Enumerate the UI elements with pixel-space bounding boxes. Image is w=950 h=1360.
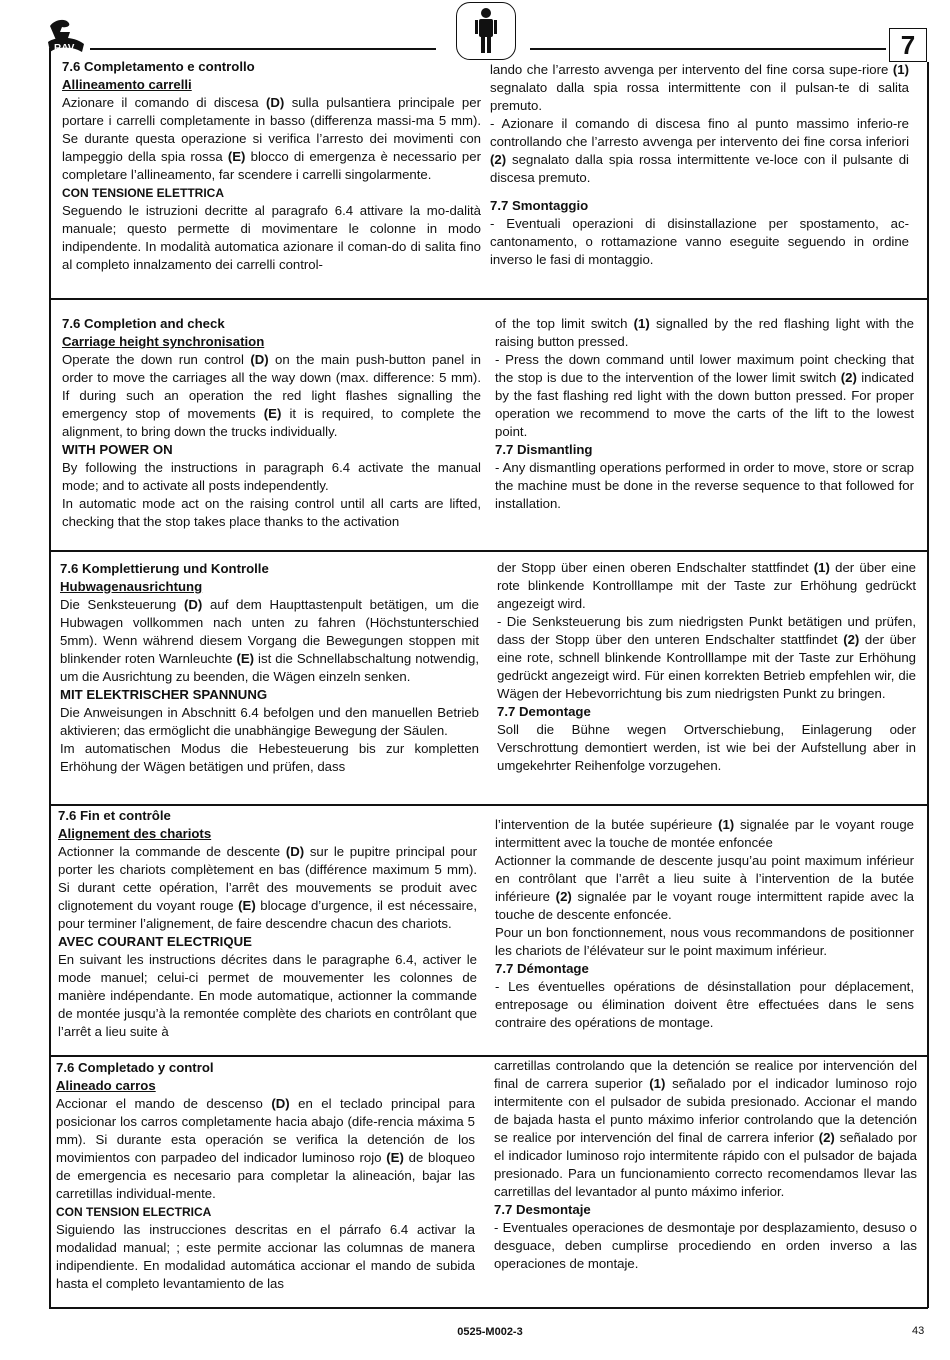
paragraph: - Eventuales operaciones de desmontaje por desplazamiento, desuso o desguace, deben cumplirse procediendo en orden inverso a las operaciones de montaje. [494, 1220, 917, 1271]
omcn-logo-icon [44, 18, 88, 58]
paragraph: - Eventuali operazioni di disinstallazione per spostamento, ac-cantonamento, o rottamazione vanno eseguite seguendo in ordine inverso le fasi di montaggio. [490, 216, 909, 267]
frame-left [49, 48, 51, 1308]
section-title: 7.6 Komplettierung und Kontrolle [60, 561, 269, 576]
paragraph: Im automatischen Modus die Hebesteuerung bis zur kompletten Erhöhung der Wägen betätigen und prüfen, dass [60, 741, 479, 774]
section-fr-left [58, 807, 477, 1041]
header-rule-right [530, 48, 886, 50]
section-de-right [497, 559, 916, 775]
separator-en-de [49, 550, 928, 552]
chapter-number: 7 [889, 28, 927, 62]
paragraph: Seguendo le istruzioni decritte al paragrafo 6.4 attivare la mo-dalità manuale; questo permette di movimentare le colonne in modo indipendente. In modalità automatica azionare il coman-do di salita fino al completo innalzamento dei carrelli control- [62, 203, 481, 272]
section-en-right [495, 315, 914, 513]
dismantle-title: 7.7 Démontage [495, 961, 589, 976]
section-subtitle: Allineamento carrelli [62, 77, 192, 92]
paragraph: - Die Senksteuerung bis zum niedrigsten Punkt betätigen und prüfen, dass der Stopp über den unteren Endschalter stattfindet (2) der über eine rote, schnell blinkende Kontrolllampe mit der Taste zur Erhöhung gedrückt angezeigt wird. Für einen korrekten Betrieb empfehlen wir, die Wägen der Hebevorrichtung bis zum niedrigsten Punkt zu bringen. [497, 614, 916, 701]
dismantle-title: 7.7 Desmontaje [494, 1202, 591, 1217]
paragraph: Operate the down run control (D) on the main push-button panel in order to move the carriages all the way down (max. difference: 5 mm). If during such an operation the red light flashes signalling the emergency stop of movements (E) it is required, to complete the alignment, to bring down the trucks individually. [62, 352, 481, 439]
paragraph: lando che l’arresto avvenga per intervento del fine corsa supe-riore (1) segnalato dalla spia rossa intermittente con il pulsan-te di salita premuto. [490, 62, 909, 113]
paragraph: Azionare il comando di discesa (D) sulla pulsantiera principale per portare i carrelli completamente in basso (differenza massi-ma 5 mm). Se durante questa operazione si verifica l’arresto dei movimenti con lampeggio della spia rossa (E) blocco di emergenza è necessario per completare l’allineamento, far scendere i carrelli singolarmente. [62, 95, 481, 182]
dismantle-title: 7.7 Demontage [497, 704, 591, 719]
page-number: 43 [912, 1325, 925, 1337]
section-de-left [60, 560, 479, 776]
dismantle-title: 7.7 Dismantling [495, 442, 593, 457]
dismantle-title: 7.7 Smontaggio [490, 198, 589, 213]
paragraph: der Stopp über einen oberen Endschalter stattfindet (1) der über eine rote blinkende Kontrolllampe mit der Taste zur Erhöhung gedrückt angezeigt wird. [497, 560, 916, 611]
paragraph: - Any dismantling operations performed in order to move, store or scrap the machine must be done in the reverse sequence to that followed for installation. [495, 460, 914, 511]
paragraph: carretillas controlando que la detención se realice por intervención del final de carrera superior (1) señalado por el indicador luminoso rojo intermitente con el pulsador de subida presionado. Accionar el mando de bajada hasta el punto máximo inferior controlando que la detención se realice por intervención del final de carrera inferior (2) señalado por el indicador luminoso rojo intermitente rápido con el pulsador de bajada presionado. Para un funcionamiento correcto recomendamos llevar las carretillas del levantador al punto máximo inferior. [494, 1058, 917, 1199]
separator-it-en [49, 298, 928, 300]
paragraph: En suivant les instructions décrites dans le paragraphe 6.4, activer le mode manuel; celui-ci permet de mouvementer les colonnes de manière indépendante. En mode automatique, actionner la commande de montée jusqu’à la remontée complète des chariots en contrôlant que l’arrêt a lieu suite à [58, 952, 477, 1039]
power-heading: WITH POWER ON [62, 442, 173, 457]
paragraph: Actionner la commande de descente jusqu’au point maximum inférieur en contrôlant que l’arrêt a lieu suite à l’intervention de la butée inférieure (2) signalée par le voyant rouge intermittent rapide avec la touche de descente enfoncée. [495, 853, 914, 922]
paragraph: - Azionare il comando di discesa fino al punto massimo inferio-re controllando che l’arresto avvenga per intervento dei fine corsa inferiori (2) segnalato dalla spia rossa intermittente ve-loce con il pulsante di discesa premuto. [490, 116, 909, 185]
paragraph: l’intervention de la butée supérieure (1) signalée par le voyant rouge intermittent avec la touche de montée enfoncée [495, 817, 914, 850]
power-heading: CON TENSION ELECTRICA [56, 1205, 212, 1219]
section-subtitle: Hubwagenausrichtung [60, 579, 203, 594]
section-fr-right [495, 816, 914, 1032]
paragraph: Actionner la commande de descente (D) sur le pupitre principal pour porter les chariots complètement en bas (différence maximum 5 mm). Si durant cette opération, l’arrêt des mouvements se produit avec clignotement du voyant rouge (E) blocage d’urgence, il est nécessaire, pour terminer l’alignement, de faire descendre chacun des chariots. [58, 844, 477, 931]
paragraph: Die Senksteuerung (D) auf dem Haupttastenpult betätigen, um die Hubwagen vollkommen nach unten zu fahren (Höchstunterschied 5mm). Wenn während diesem Vorgang die Bewegungen stoppen mit blinkender roten Warnleuchte (E) ist die Schnellabschaltung notwendig, um die Ausrichtung zu beenden, die Wägen einzeln senken. [60, 597, 479, 684]
section-subtitle: Alineado carros [56, 1078, 156, 1093]
frame-right [927, 62, 929, 1308]
section-title: 7.6 Completamento e controllo [62, 59, 255, 74]
section-en-left [62, 315, 481, 531]
paragraph: - Press the down command until lower maximum point checking that the stop is due to the intervention of the lower limit switch (2) indicated by the fast flashing red light with the down button pressed. For proper operation we recommend to move the carts of the lift to the lowest point. [495, 352, 915, 439]
section-title: 7.6 Completado y control [56, 1060, 214, 1075]
paragraph: In automatic mode act on the raising control until all carts are lifted, checking that the stop takes place thanks to the activation [62, 496, 481, 529]
document-code: 0525-M002-3 [457, 1326, 523, 1338]
paragraph: Pour un bon fonctionnement, nous vous recommandons de positionner les chariots de l’élévateur sur le point maximum inférieur. [495, 925, 914, 958]
paragraph: Siguiendo las instrucciones descritas en el párrafo 6.4 activar la modalidad manual; ; este permite accionar las columnas de manera indipendiente. En modalidad automática accionar el mando de subida hasta el completo levantamiento de las [56, 1222, 475, 1291]
section-title: 7.6 Completion and check [62, 316, 225, 331]
svg-text:RAV: RAV [54, 43, 75, 54]
power-heading: MIT ELEKTRISCHER SPANNUNG [60, 687, 268, 702]
person-manual-icon [456, 2, 516, 60]
header-rule-left [90, 48, 436, 50]
section-it-left [62, 58, 481, 274]
section-es-left [56, 1059, 475, 1293]
paragraph: of the top limit switch (1) signalled by the red flashing light with the raising button pressed. [495, 316, 914, 349]
section-es-right [494, 1057, 917, 1273]
section-subtitle: Carriage height synchronisation [62, 334, 265, 349]
frame-bottom [49, 1307, 928, 1309]
paragraph: By following the instructions in paragraph 6.4 activate the manual mode; and to activate all posts independently. [62, 460, 481, 493]
paragraph: - Les éventuelles opérations de désinstallation pour déplacement, entreposage ou élimination doivent être effectuées dans le sens contraire des opérations de montage. [495, 979, 914, 1030]
paragraph: Accionar el mando de descenso (D) en el teclado principal para posicionar los carros completamente hacia abajo (dife-rencia máxima 5 mm). Si durante esta operación se verifica la detención de los movimientos con parpadeo del indicador luminoso rojo (E) de bloqueo de emergencia es necesario para completar la alineación, bajar las carretillas individual-mente. [56, 1096, 475, 1201]
paragraph: Die Anweisungen in Abschnitt 6.4 befolgen und den manuellen Betrieb aktivieren; das ermöglicht die unabhängige Bewegung der Säulen. [60, 705, 479, 738]
power-heading: CON TENSIONE ELETTRICA [62, 186, 225, 200]
paragraph: Soll die Bühne wegen Ortverschiebung, Einlagerung oder Verschrottung demontiert werden, ist wie bei der Aufstellung aber in umgekehrter Reihenfolge vorzugehen. [497, 722, 916, 773]
separator-de-fr [49, 804, 928, 806]
section-it-right [490, 61, 909, 269]
power-heading: AVEC COURANT ELECTRIQUE [58, 934, 252, 949]
section-title: 7.6 Fin et contrôle [58, 808, 171, 823]
section-subtitle: Alignement des chariots [58, 826, 212, 841]
